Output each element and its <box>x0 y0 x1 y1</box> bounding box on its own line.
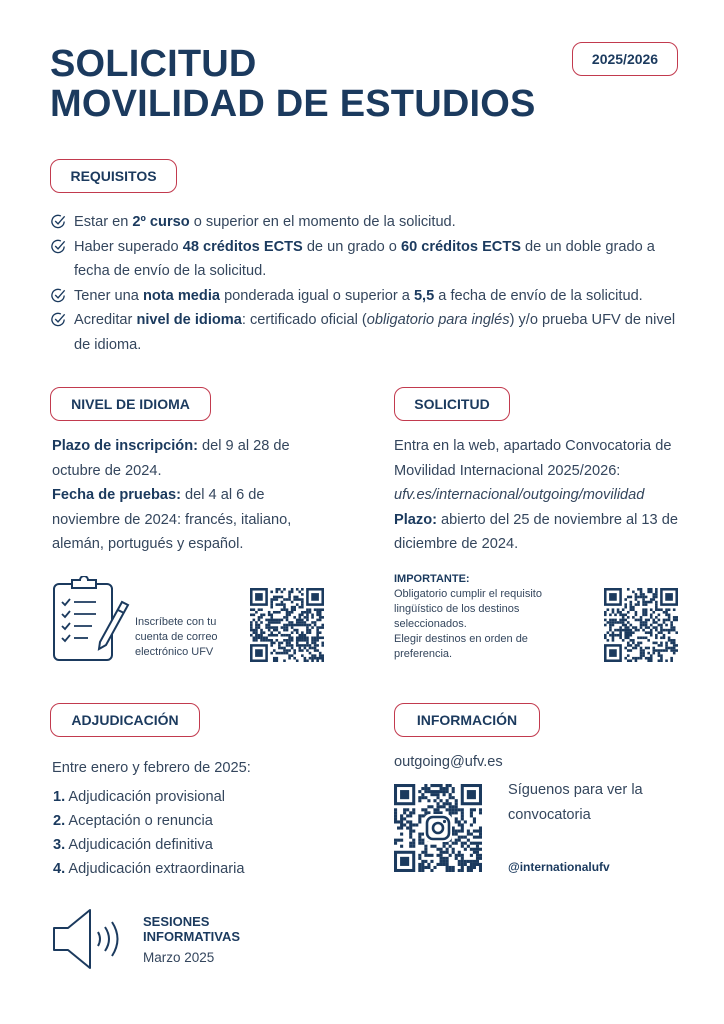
requirement-item <box>50 284 690 309</box>
requirement-text: Acreditar <box>74 312 137 328</box>
requirement-text: Haber superado <box>74 238 183 255</box>
requirement-text: nivel de idioma <box>136 312 242 328</box>
step-number: 3. <box>53 837 66 853</box>
check-circle-icon <box>50 213 67 230</box>
requirement-text: Tener una <box>74 287 143 304</box>
requirement-text: nota media <box>142 287 221 304</box>
step-number: 2. <box>53 813 66 829</box>
solicitud-plazo-label: Plazo: <box>394 511 437 528</box>
step-number: 1. <box>53 789 66 805</box>
section-label-nivel-idioma: NIVEL DE IDIOMA <box>50 387 211 421</box>
page-title <box>50 44 536 124</box>
requirement-text: 60 créditos ECTS <box>400 238 521 255</box>
requirement-text: de un doble grado a fecha de envío de la solicitud. <box>74 238 655 279</box>
fecha-pruebas-label: Fecha de pruebas: <box>52 487 181 503</box>
check-circle-icon <box>50 238 67 255</box>
requirement-text: 48 créditos ECTS <box>182 238 303 255</box>
solicitud-intro: Entra en la web, apartado Convocatoria de Movilidad Internacional 2025/2026: <box>394 438 672 479</box>
requirement-item <box>50 235 690 284</box>
solicitud-text <box>394 434 684 557</box>
check-circle-icon <box>50 311 67 328</box>
qr-code-inscripcion[interactable] <box>250 588 324 662</box>
fecha-pruebas-text: del 4 al 6 de noviembre de 2024: francés, italiano, alemán, portugués y español. <box>52 487 292 552</box>
clipboard-checklist-icon <box>52 576 132 662</box>
requirement-text: a fecha de envío de la solicitud. <box>434 287 643 304</box>
adjudicacion-step <box>53 833 244 857</box>
importante-block <box>394 572 564 662</box>
requirement-text: 5,5 <box>413 287 435 304</box>
requirement-item <box>50 308 690 357</box>
title-line-2: MOVILIDAD DE ESTUDIOS <box>50 83 536 125</box>
section-label-requisitos: REQUISITOS <box>50 159 177 193</box>
adjudicacion-steps <box>53 785 244 881</box>
section-label-adjudicacion: ADJUDICACIÓN <box>50 703 200 737</box>
requirement-text: 2º curso <box>132 214 190 230</box>
solicitud-url[interactable]: ufv.es/internacional/outgoing/movilidad <box>394 487 645 503</box>
step-text: Adjudicación definitiva <box>65 837 213 853</box>
adjudicacion-intro: Entre enero y febrero de 2025: <box>52 760 251 776</box>
year-badge: 2025/2026 <box>572 42 678 76</box>
inscribete-text: Inscríbete con tu cuenta de correo electrónico UFV <box>135 616 218 658</box>
requirements-list <box>50 210 690 357</box>
check-circle-icon <box>50 287 67 304</box>
step-text: Adjudicación provisional <box>65 789 225 805</box>
requirement-item <box>50 210 690 235</box>
section-label-informacion: INFORMACIÓN <box>394 703 540 737</box>
solicitud-plazo-text: abierto del 25 de noviembre al 13 de diciembre de 2024. <box>394 511 678 552</box>
instagram-handle[interactable]: @internationalufv <box>508 860 610 874</box>
adjudicacion-step <box>53 857 244 881</box>
step-text: Adjudicación extraordinaria <box>65 861 245 877</box>
requirement-text: obligatorio para inglés <box>366 312 510 328</box>
contact-email[interactable]: outgoing@ufv.es <box>394 754 503 770</box>
importante-label: IMPORTANTE: <box>394 573 470 585</box>
adjudicacion-step <box>53 785 244 809</box>
requirement-text: ponderada igual o superior a <box>220 287 414 304</box>
requirement-text: : certificado oficial ( <box>241 312 367 328</box>
plazo-inscripcion-text: del 9 al 28 de octubre de 2024. <box>52 438 290 479</box>
qr-code-solicitud[interactable] <box>604 588 678 662</box>
requirement-text: de un grado o <box>302 238 401 255</box>
step-text: Aceptación o renuncia <box>65 813 213 829</box>
requirement-text: o superior en el momento de la solicitud. <box>189 214 456 230</box>
importante-text-1: Obligatorio cumplir el requisito lingüístico de los destinos seleccionados. <box>394 588 542 630</box>
step-number: 4. <box>53 861 66 877</box>
importante-text-2: Elegir destinos en orden de preferencia. <box>394 633 528 660</box>
plazo-inscripcion-label: Plazo de inscripción: <box>52 438 198 454</box>
instagram-icon <box>424 814 452 842</box>
nivel-idioma-text <box>52 434 332 557</box>
sesiones-title: SESIONES INFORMATIVAS <box>143 914 241 944</box>
title-line-1: SOLICITUD <box>50 43 257 85</box>
requirement-text: Estar en <box>74 214 133 230</box>
adjudicacion-step <box>53 809 244 833</box>
siguenos-text: Síguenos para ver la convocatoria <box>508 782 643 823</box>
section-label-solicitud: SOLICITUD <box>394 387 510 421</box>
sesiones-date: Marzo 2025 <box>143 950 215 965</box>
speaker-icon <box>52 908 124 970</box>
requirement-text: ) y/o prueba UFV de nivel de idioma. <box>74 312 676 353</box>
